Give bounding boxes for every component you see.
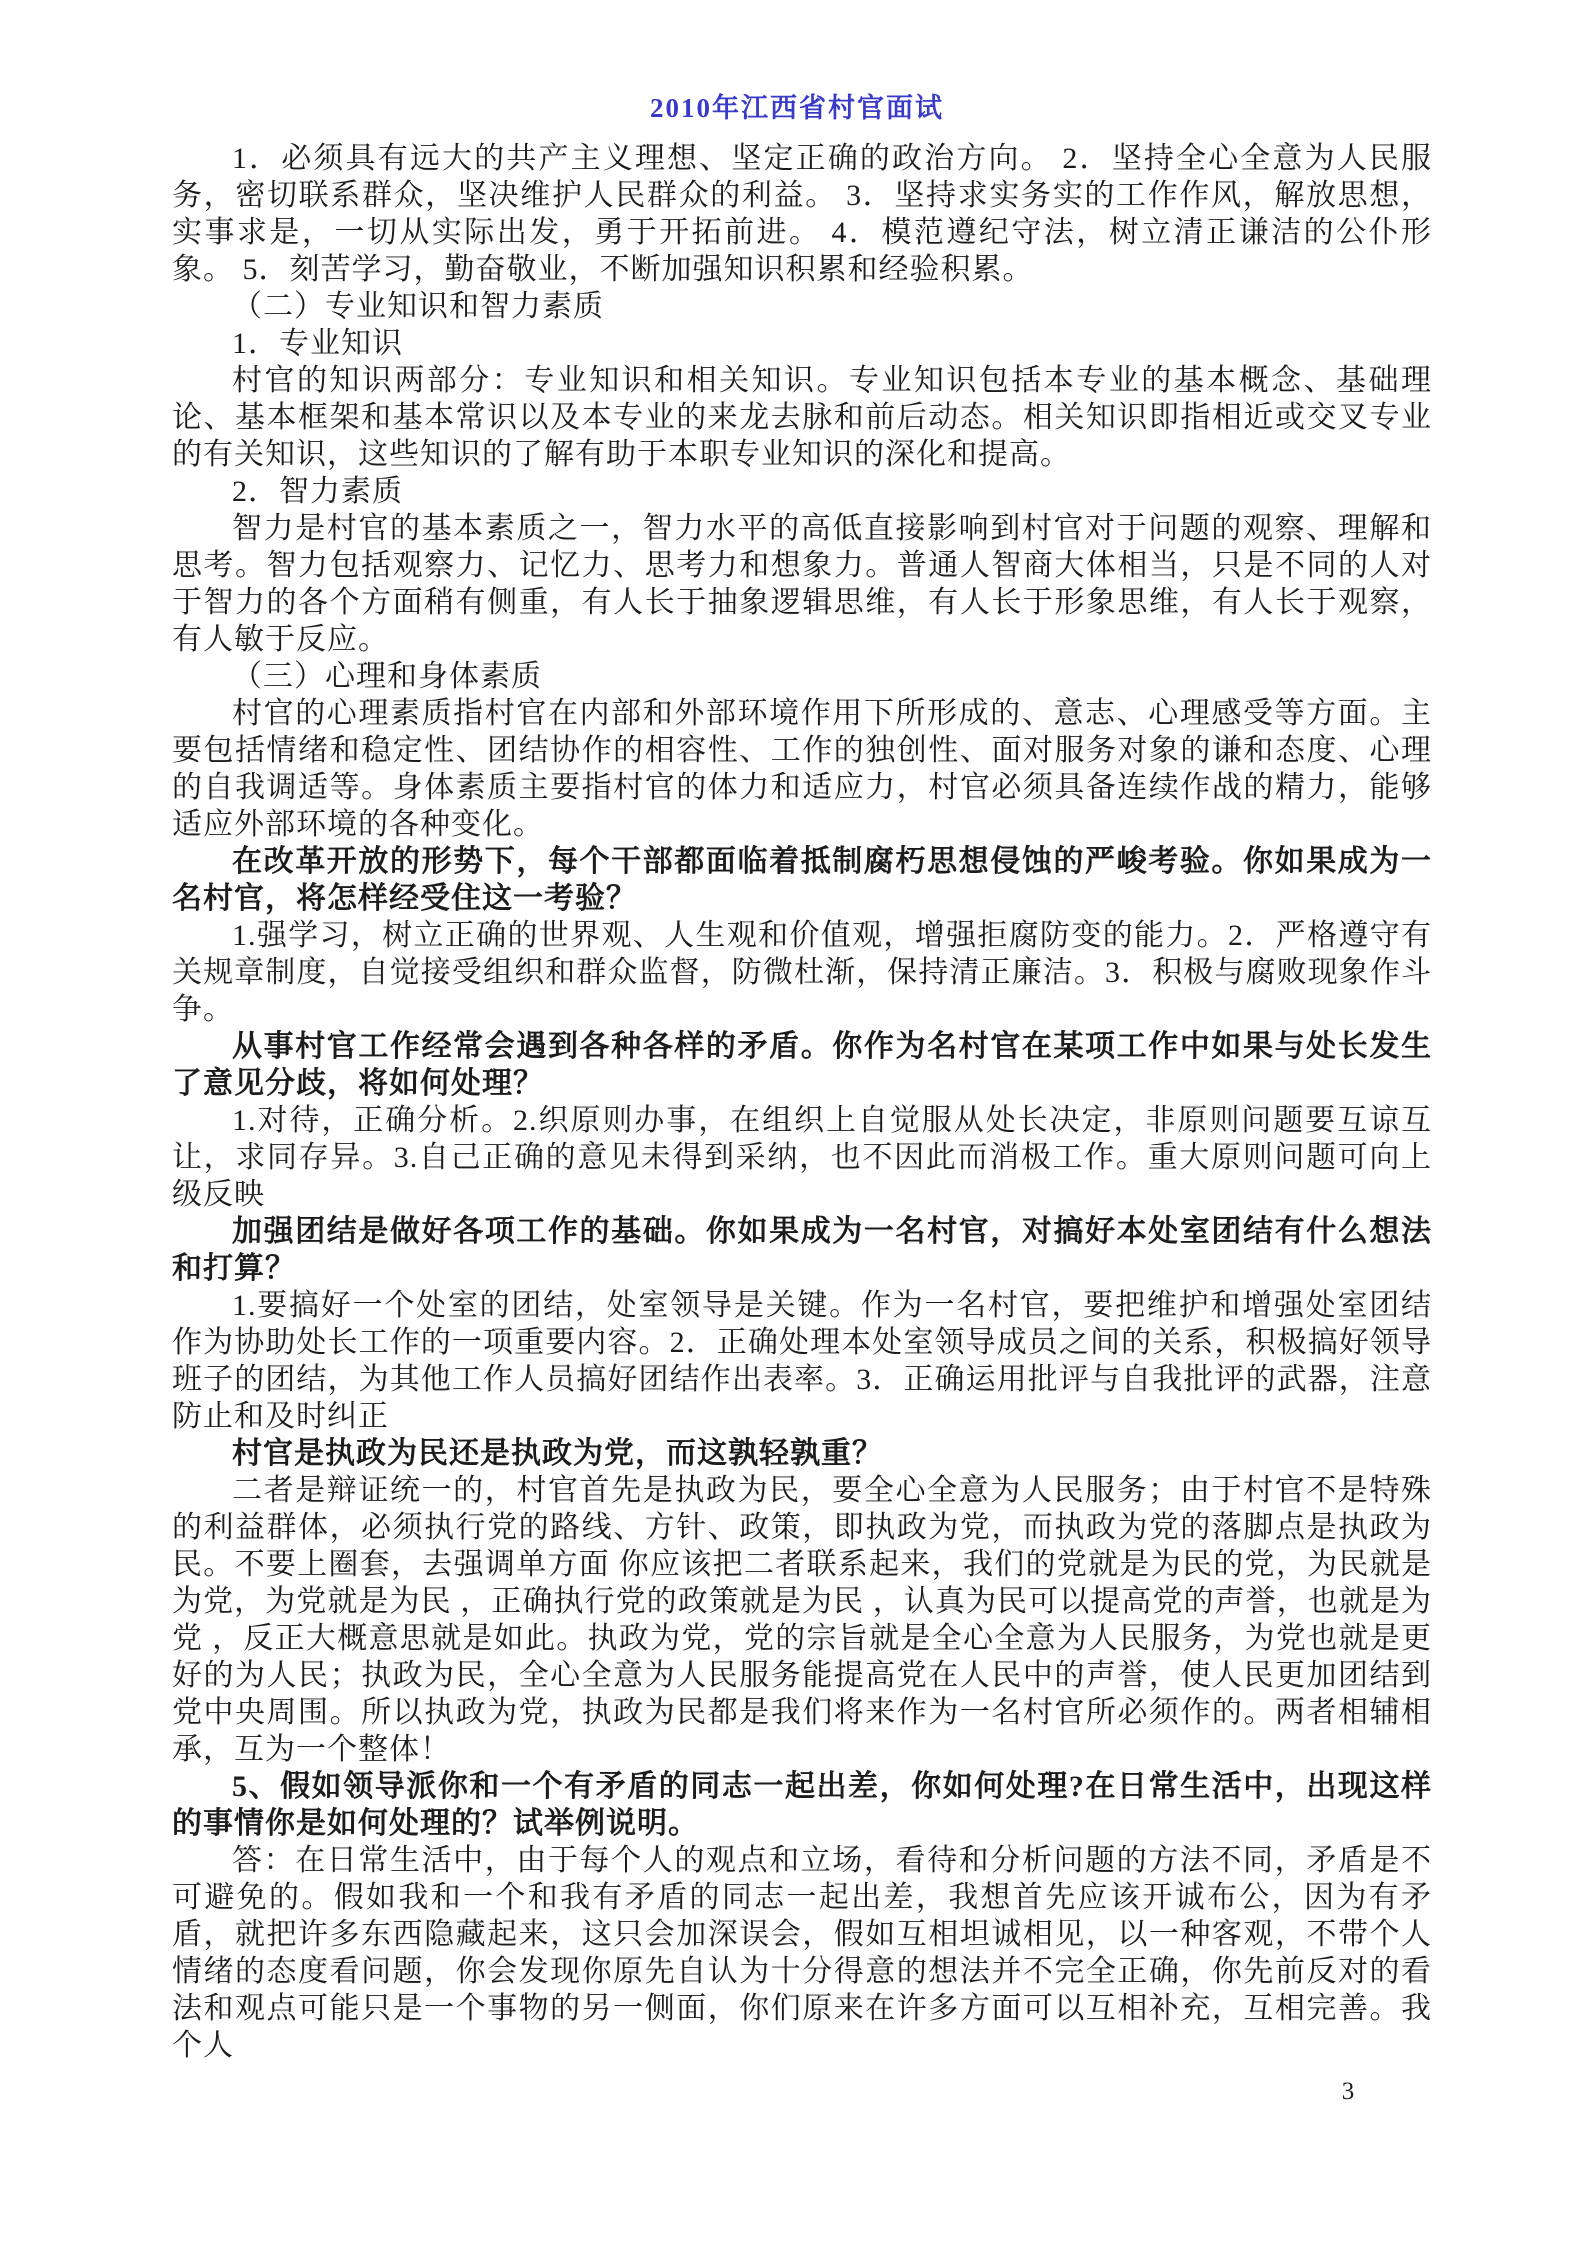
question-office-unity: 加强团结是做好各项工作的基础。你如果成为一名村官，对搞好本处室团结有什么想法和打算？ <box>172 1215 1432 1285</box>
paragraph-mental-physical-quality: 村官的心理素质指村官在内部和外部环境作用下所形成的、意志、心理感受等方面。主要包括情绪和稳定性、团结协作的相容性、工作的独创性、面对服务对象的谦和态度、心理的自我调适等。身体素质主要指村官的体力和适应力，村官必须具备连续作战的精力，能够适应外部环境的各种变化。 <box>172 697 1432 841</box>
page-number: 3 <box>1341 2078 1355 2105</box>
document-body <box>172 140 1432 2064</box>
list-paragraph-political-quality: 1．必须具有远大的共产主义理想、坚定正确的政治方向。 2．坚持全心全意为人民服务，密切联系群众，坚决维护人民群众的利益。 3．坚持求实务实的工作作风，解放思想，实事求是，一切从实际出发，勇于开拓前进。 4．模范遵纪守法，树立清正谦洁的公仆形象。 5．刻苦学习，勤奋敬业，不断加强知识积累和经验积累。 <box>172 142 1432 286</box>
subheading-intelligence-quality: 2．智力素质 <box>232 475 403 508</box>
answer-corruption-test: 1.强学习，树立正确的世界观、人生观和价值观，增强拒腐防变的能力。2．严格遵守有关规章制度，自觉接受组织和群众监督，防微杜渐，保持清正廉洁。3．积极与腐败现象作斗争。 <box>172 919 1432 1026</box>
paragraph-professional-knowledge: 村官的知识两部分：专业知识和相关知识。专业知识包括本专业的基本概念、基础理论、基本框架和基本常识以及本专业的来龙去脉和前后动态。相关知识即指相近或交叉专业的有关知识，这些知识的了解有助于本职专业知识的深化和提高。 <box>172 364 1432 471</box>
answer-govern-for-people-or-party: 二者是辩证统一的，村官首先是执政为民，要全心全意为人民服务；由于村官不是特殊的利益群体，必须执行党的路线、方针、政策，即执政为党，而执政为党的落脚点是执政为民。不要上圈套，去强调单方面 你应该把二者联系起来，我们的党就是为民的党，为民就是为党，为党就是为民 ，正确执行党的政策就是为民 ，认真为民可以提高党的声誉，也就是为党 ，反正大概意思就是如此。执政为党，党的宗旨就是全心全意为人民服务，为党也就是更好的为人民；执政为民，全心全意为人民服务能提高党在人民中的声誉，使人民更加团结到党中央周围。所以执政为党，执政为民都是我们将来作为一名村官所必须作的。两者相辅相承，互为一个整体！ <box>172 1474 1432 1766</box>
question-govern-for-people-or-party: 村官是执政为民还是执政为党，而这孰轻孰重？ <box>232 1437 883 1470</box>
question-disagreement-with-chief: 从事村官工作经常会遇到各种各样的矛盾。你作为名村官在某项工作中如果与处长发生了意见分歧，将如何处理？ <box>172 1030 1432 1100</box>
answer-business-trip-with-rival: 答：在日常生活中，由于每个人的观点和立场，看待和分析问题的方法不同，矛盾是不可避免的。假如我和一个和我有矛盾的同志一起出差，我想首先应该开诚布公，因为有矛盾，就把许多东西隐藏起来，这只会加深误会，假如互相坦诚相见，以一种客观，不带个人情绪的态度看问题，你会发现你原先自认为十分得意的想法并不完全正确，你先前反对的看法和观点可能只是一个事物的另一侧面，你们原来在许多方面可以互相补充，互相完善。我个人 <box>172 1844 1432 2062</box>
section-heading-mental-physical-quality: （三）心理和身体素质 <box>232 660 542 693</box>
question-corruption-test: 在改革开放的形势下，每个干部都面临着抵制腐朽思想侵蚀的严峻考验。你如果成为一名村官，将怎样经受住这一考验？ <box>172 845 1432 915</box>
answer-disagreement-with-chief: 1.对待，正确分析。2.织原则办事，在组织上自觉服从处长决定，非原则问题要互谅互让，求同存异。3.自己正确的意见未得到采纳，也不因此而消极工作。重大原则问题可向上级反映 <box>172 1104 1432 1211</box>
subheading-professional-knowledge: 1．专业知识 <box>232 327 403 360</box>
paragraph-intelligence-quality: 智力是村官的基本素质之一，智力水平的高低直接影响到村官对于问题的观察、理解和思考。智力包括观察力、记忆力、思考力和想象力。普通人智商大体相当，只是不同的人对于智力的各个方面稍有侧重，有人长于抽象逻辑思维，有人长于形象思维，有人长于观察，有人敏于反应。 <box>172 512 1432 656</box>
question-business-trip-with-rival: 5、假如领导派你和一个有矛盾的同志一起出差，你如何处理?在日常生活中，出现这样的事情你是如何处理的？试举例说明。 <box>172 1770 1432 1840</box>
page-title: 2010年江西省村官面试 <box>650 93 944 123</box>
section-heading-professional-knowledge: （二）专业知识和智力素质 <box>232 290 604 323</box>
answer-office-unity: 1.要搞好一个处室的团结，处室领导是关键。作为一名村官，要把维护和增强处室团结作为协助处长工作的一项重要内容。2．正确处理本处室领导成员之间的关系，积极搞好领导班子的团结，为其他工作人员搞好团结作出表率。3．正确运用批评与自我批评的武器，注意防止和及时纠正 <box>172 1289 1432 1433</box>
